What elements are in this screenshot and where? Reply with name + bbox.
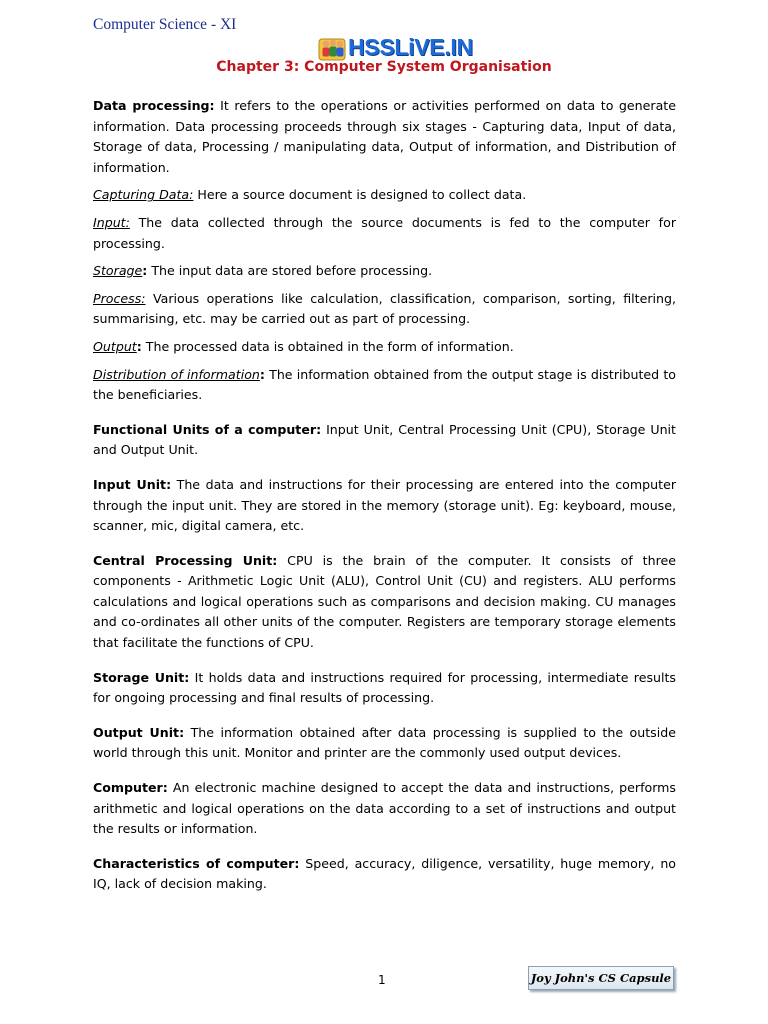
term-label: Data processing: — [93, 98, 215, 113]
paragraph-computer — [93, 778, 676, 840]
paragraph-text: Speed, accuracy, diligence, versatility, huge memory, no IQ, lack of decision making. — [93, 855, 677, 892]
term-suffix: : — [259, 366, 265, 382]
subject-header: Computer Science - XI — [93, 16, 237, 33]
paragraph-output — [93, 337, 676, 358]
term-label: Storage Unit: — [93, 669, 190, 685]
term-label: Output — [93, 338, 137, 354]
paragraph-capturing-data — [93, 185, 676, 206]
term-label: Computer: — [93, 780, 168, 796]
paragraph-storage-unit — [93, 668, 676, 709]
badge-text: Joy John's CS Capsule — [530, 971, 672, 985]
term-label: Process: — [93, 290, 146, 306]
term-label: Characteristics of computer: — [93, 855, 300, 871]
term-label: Storage — [93, 263, 143, 279]
paragraph-text: Input Unit, Central Processing Unit (CPU), Storage Unit and Output Unit. — [93, 421, 676, 458]
logo-students-icon — [318, 34, 346, 61]
term-label: Central Processing Unit: — [93, 552, 278, 568]
paragraph-text: The processed data is obtained in the form of information. — [141, 338, 514, 354]
term-label: Functional Units of a computer: — [93, 421, 322, 437]
paragraph-input — [93, 213, 676, 254]
term-label: Input: — [93, 214, 130, 230]
term-label: Capturing Data: — [93, 187, 194, 203]
logo-text: HSSLiVE.IN — [348, 33, 473, 60]
paragraph-input-unit — [93, 475, 676, 537]
page-number: 1 — [378, 973, 386, 987]
paragraph-storage — [93, 261, 676, 282]
site-logo — [318, 33, 473, 61]
paragraph-text: The data and instructions for their processing are entered into the computer through the input unit. They are stored in the memory (storage unit). Eg: keyboard, mouse, scanner, mic, digital camera, etc. — [93, 476, 676, 534]
paragraph-text: CPU is the brain of the computer. It consists of three components - Arithmetic Logic Unit (ALU), Control Unit (CU) and registers. ALU performs calculations and logical operations such as comparisons and decision making. CU manages and co-ordinates all other units of the computer. Registers are temporary storage elements that facilitate the functions of CPU. — [93, 552, 676, 651]
paragraph-distribution — [93, 365, 676, 406]
paragraph-text: An electronic machine designed to accept the data and instructions, performs arithmetic and logical operations on the data according to a set of instructions and output the results or information. — [93, 780, 676, 837]
paragraph-text: The information obtained after data processing is supplied to the outside world through this unit. Monitor and printer are the commonly used output devices. — [93, 724, 676, 761]
paragraph-text: The data collected through the source documents is fed to the computer for processing. — [93, 214, 676, 251]
document-body — [93, 96, 676, 902]
paragraph-cpu — [93, 551, 676, 654]
paragraph-text: It holds data and instructions required for processing, intermediate results for ongoing processing and final results of processing. — [93, 669, 676, 706]
term-label: Output Unit: — [93, 724, 185, 740]
paragraph-text: The information obtained from the output stage is distributed to the beneficiaries. — [93, 366, 676, 403]
paragraph-data-processing — [93, 96, 676, 178]
paragraph-process — [93, 289, 676, 330]
cs-capsule-badge — [528, 966, 674, 990]
paragraph-text: It refers to the operations or activities performed on data to generate information. Data processing proceeds through six stages - Capturing data, Input of data, Storage of data, Processing / manipulating data, Output of information, and Distribution of information. — [93, 98, 676, 175]
paragraph-text: Here a source document is designed to collect data. — [193, 187, 527, 203]
term-label: Input Unit: — [93, 476, 172, 492]
paragraph-characteristics — [93, 854, 676, 895]
term-label: Distribution of information — [93, 366, 260, 382]
paragraph-text: Various operations like calculation, classification, comparison, sorting, filtering, summarising, etc. may be carried out as part of processing. — [93, 290, 676, 327]
paragraph-text: The input data are stored before processing. — [147, 263, 433, 279]
term-suffix: : — [136, 338, 142, 354]
paragraph-functional-units — [93, 420, 676, 461]
chapter-title: Chapter 3: Computer System Organisation — [216, 59, 552, 75]
paragraph-output-unit — [93, 723, 676, 764]
term-suffix: : — [142, 263, 148, 279]
